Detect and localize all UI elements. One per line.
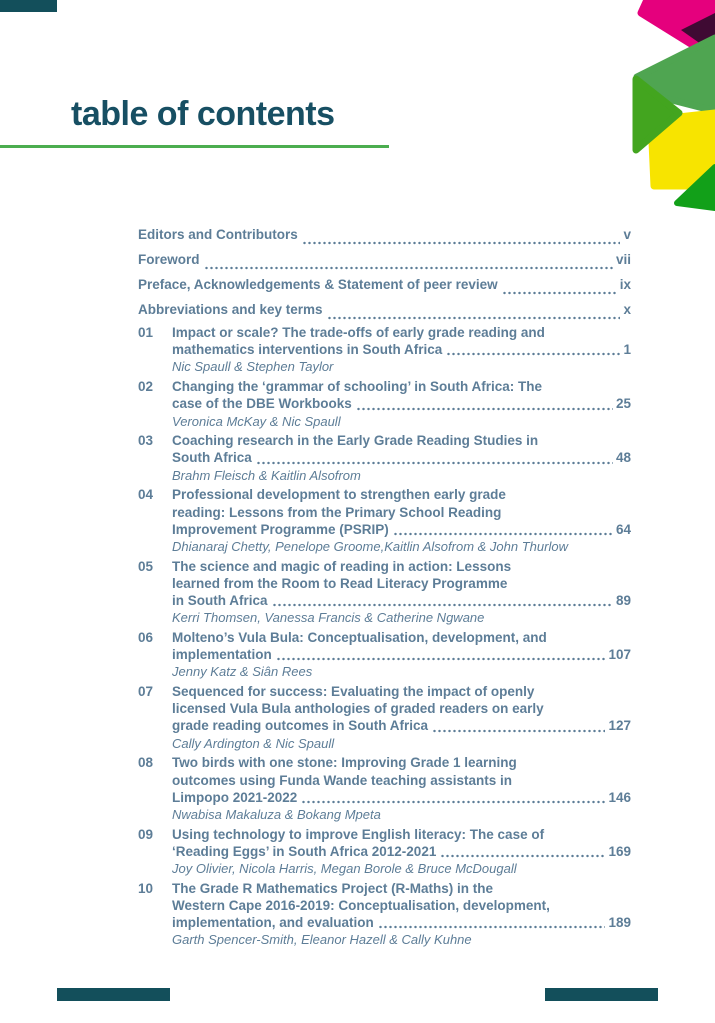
chapter-body: [172, 826, 631, 878]
chapter-title-line: Professional development to strengthen early grade: [172, 487, 506, 503]
chapter-authors: Veronica McKay & Nic Spaull: [172, 413, 341, 429]
toc-chapter-entry[interactable]: [138, 754, 631, 823]
chapter-title-line: licensed Vula Bula anthologies of graded readers on early: [172, 701, 544, 717]
chapter-body: [172, 754, 631, 823]
chapter-body: [172, 683, 631, 752]
toc-chapter-entry[interactable]: [138, 826, 631, 878]
chapter-number: 01: [138, 325, 154, 340]
toc-chapter-entry[interactable]: [138, 432, 631, 484]
dot-leader: [327, 308, 621, 322]
page-number: 25: [615, 396, 631, 412]
page-number: 89: [615, 593, 631, 609]
page-number: 146: [608, 789, 631, 805]
page-title: table of contents: [71, 95, 335, 133]
chapter-title-line: reading: Lessons from the Primary School Reading: [172, 504, 502, 520]
chapter-number: 07: [138, 684, 154, 700]
dot-leader: [378, 917, 606, 931]
page-number: 64: [615, 521, 631, 537]
toc-chapter-entry[interactable]: [138, 683, 631, 752]
page-number: v: [623, 227, 631, 242]
chapter-authors: Dhianaraj Chetty, Penelope Groome,Kaitlin Alsofrom & John Thurlow: [172, 538, 568, 554]
page-number: vii: [615, 252, 631, 267]
chapter-body: [172, 558, 631, 627]
toc-chapter-entry[interactable]: [138, 629, 631, 681]
front-matter-section: [138, 222, 631, 322]
chapter-number: 04: [138, 487, 154, 503]
chapter-body: [172, 629, 631, 681]
chapter-title-text: implementation: [172, 647, 272, 663]
front-matter-entry[interactable]: [138, 222, 631, 247]
chapter-authors: Garth Spencer-Smith, Eleanor Hazell & Cally Kuhne: [172, 932, 472, 948]
toc-chapter-entry[interactable]: [138, 378, 631, 430]
chapter-title-line: Using technology to improve English literacy: The case of: [172, 826, 545, 842]
toc-chapter-entry[interactable]: [138, 486, 631, 555]
chapter-title-line: [172, 341, 631, 358]
corner-ribbon-ornament: [625, 0, 715, 212]
chapter-authors: Joy Olivier, Nicola Harris, Megan Borole & Bruce McDougall: [172, 861, 517, 877]
dot-leader: [502, 283, 617, 297]
dot-leader: [272, 595, 613, 609]
chapter-authors: Kerri Thomsen, Vanessa Francis & Catherine Ngwane: [172, 610, 485, 626]
dot-leader: [302, 233, 621, 247]
chapter-number: 06: [138, 629, 154, 645]
chapter-title-line: Molteno’s Vula Bula: Conceptualisation, development, and: [172, 629, 547, 645]
dot-leader: [356, 399, 613, 413]
chapter-body: [172, 486, 631, 555]
chapter-title-line: [172, 914, 631, 931]
front-matter-entry[interactable]: [138, 272, 631, 297]
top-left-edge-bar: [0, 0, 57, 12]
chapter-title-text: case of the DBE Workbooks: [172, 396, 352, 412]
chapter-authors: Brahm Fleisch & Kaitlin Alsofrom: [172, 467, 361, 483]
chapter-title-text: mathematics interventions in South Africa: [172, 342, 443, 358]
chapter-title-line: [172, 717, 631, 734]
toc-chapter-entry[interactable]: [138, 558, 631, 627]
front-matter-label: Foreword: [138, 252, 200, 267]
chapter-title-line: The science and magic of reading in action: Lessons: [172, 558, 512, 574]
chapter-title-line: Impact or scale? The trade-offs of early grade reading and: [172, 325, 545, 340]
toc-list: [138, 222, 631, 951]
chapter-body: [172, 378, 631, 430]
dot-leader: [440, 846, 605, 860]
chapter-authors: Nic Spaull & Stephen Taylor: [172, 359, 334, 375]
chapter-number: 05: [138, 558, 154, 574]
chapter-title-line: Two birds with one stone: Improving Grade 1 learning: [172, 755, 517, 771]
chapter-title-line: Coaching research in the Early Grade Reading Studies in: [172, 433, 539, 449]
front-matter-label: Abbreviations and key terms: [138, 302, 323, 317]
chapter-authors: Jenny Katz & Siân Rees: [172, 664, 313, 680]
chapter-number: 10: [138, 880, 154, 896]
bottom-left-edge-bar: [57, 988, 170, 1001]
page-number: 107: [608, 647, 631, 663]
dot-leader: [256, 453, 613, 467]
front-matter-label: Preface, Acknowledgements & Statement of peer review: [138, 277, 498, 292]
chapter-authors: Cally Ardington & Nic Spaull: [172, 735, 335, 751]
chapter-title-text: in South Africa: [172, 593, 268, 609]
chapter-number: 09: [138, 826, 154, 842]
chapter-title-line: [172, 592, 631, 609]
chapter-title-text: grade reading outcomes in South Africa: [172, 718, 429, 734]
chapter-title-line: [172, 646, 631, 663]
title-underline: [0, 145, 389, 148]
dot-leader: [446, 344, 620, 358]
chapter-title-text: South Africa: [172, 450, 252, 466]
chapter-title-line: outcomes using Funda Wande teaching assistants in: [172, 772, 513, 788]
page-number: 127: [608, 718, 631, 734]
front-matter-label: Editors and Contributors: [138, 227, 298, 242]
chapter-number: 08: [138, 755, 154, 771]
toc-chapter-entry[interactable]: [138, 324, 631, 376]
chapter-title-line: learned from the Room to Read Literacy Programme: [172, 575, 508, 591]
chapter-body: [172, 880, 631, 949]
chapter-title-line: The Grade R Mathematics Project (R-Maths) in the: [172, 880, 494, 896]
chapter-title-line: Changing the ‘grammar of schooling’ in South Africa: The: [172, 379, 543, 395]
toc-chapter-entry[interactable]: [138, 880, 631, 949]
chapter-title-text: Improvement Programme (PSRIP): [172, 521, 389, 537]
front-matter-entry[interactable]: [138, 297, 631, 322]
chapter-number: 03: [138, 433, 154, 449]
dot-leader: [204, 258, 613, 272]
dot-leader: [276, 649, 606, 663]
chapter-number: 02: [138, 379, 154, 395]
chapter-section: [138, 324, 631, 949]
chapter-body: [172, 324, 631, 376]
chapter-authors: Nwabisa Makaluza & Bokang Mpeta: [172, 806, 381, 822]
dot-leader: [432, 721, 605, 735]
chapter-title-text: Limpopo 2021-2022: [172, 789, 298, 805]
chapter-title-text: ‘Reading Eggs’ in South Africa 2012-2021: [172, 843, 437, 859]
page-number: 48: [615, 450, 631, 466]
chapter-title-text: implementation, and evaluation: [172, 915, 374, 931]
chapter-body: [172, 432, 631, 484]
page-number: 1: [623, 342, 631, 358]
chapter-title-line: [172, 521, 631, 538]
chapter-title-line: [172, 789, 631, 806]
chapter-title-line: Sequenced for success: Evaluating the impact of openly: [172, 684, 535, 700]
dot-leader: [393, 524, 613, 538]
page-number: x: [623, 302, 631, 317]
page-number: 169: [608, 843, 631, 859]
chapter-title-line: [172, 843, 631, 860]
chapter-title-line: [172, 395, 631, 412]
page-number: ix: [619, 277, 631, 292]
page-number: 189: [608, 915, 631, 931]
chapter-title-line: [172, 449, 631, 466]
bottom-right-edge-bar: [545, 988, 658, 1001]
dot-leader: [301, 792, 605, 806]
chapter-title-line: Western Cape 2016-2019: Conceptualisation, development,: [172, 898, 550, 913]
front-matter-entry[interactable]: [138, 247, 631, 272]
